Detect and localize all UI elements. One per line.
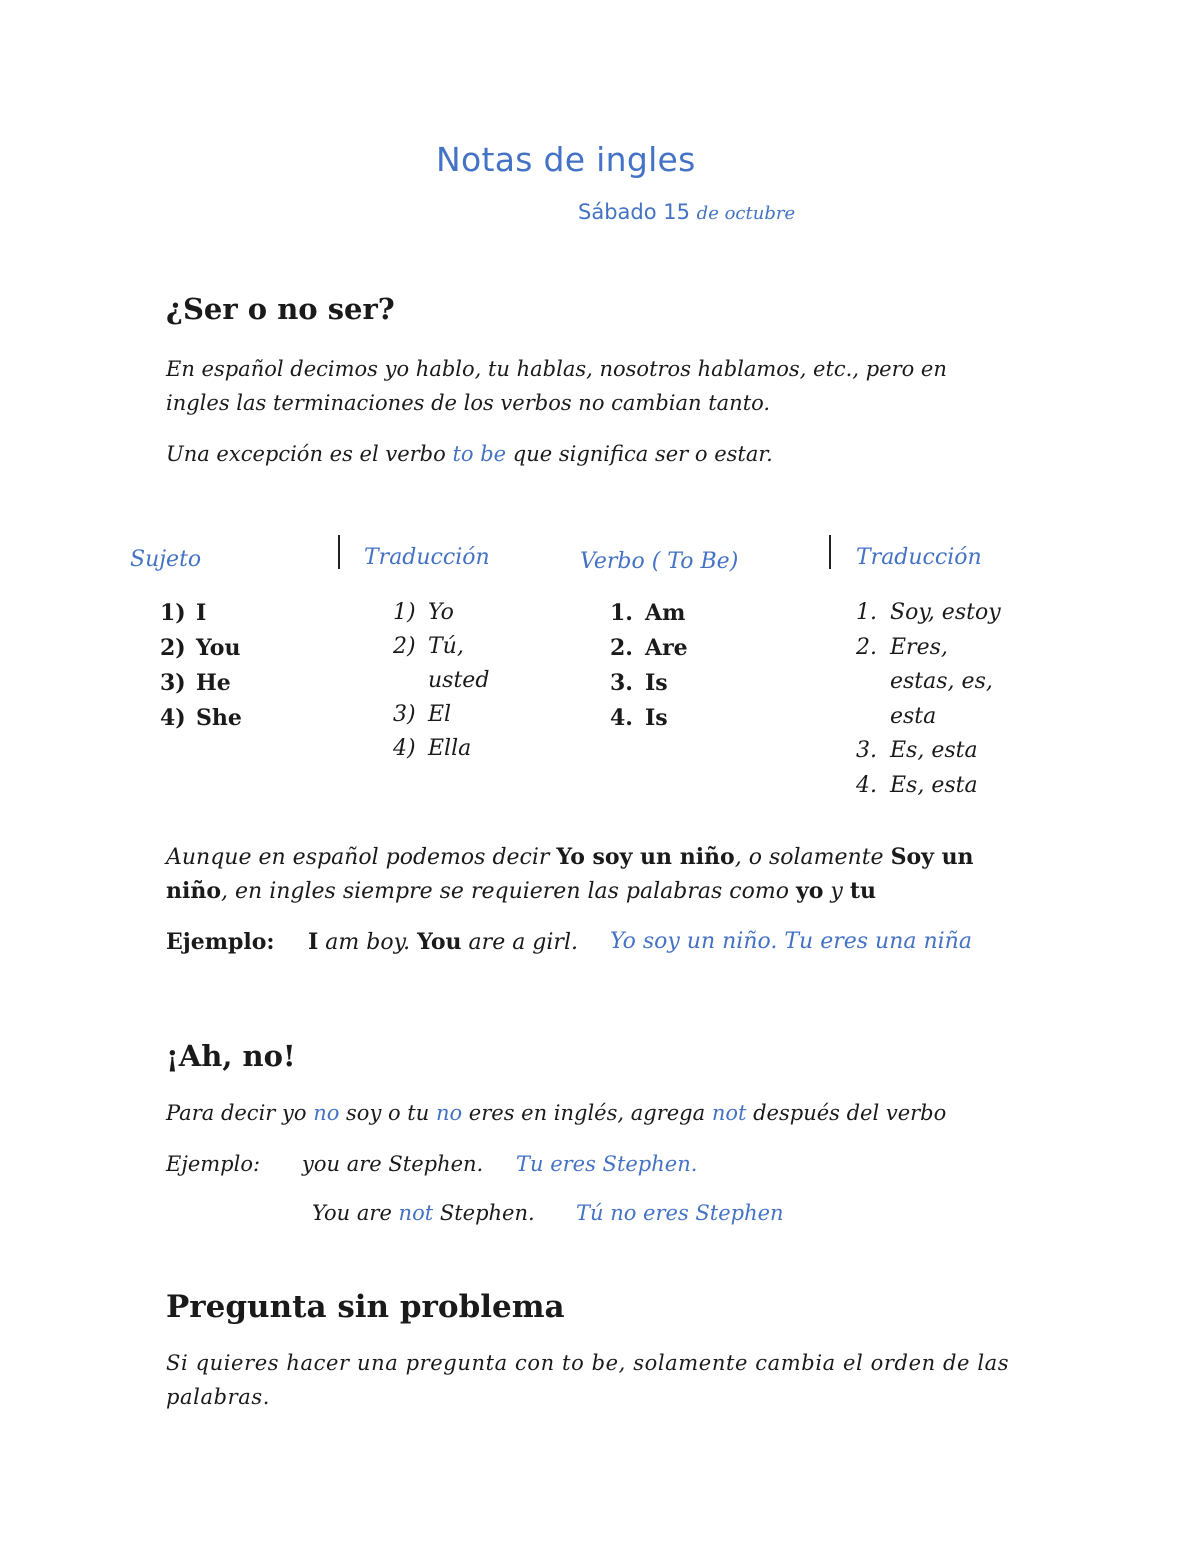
list-number: 1. xyxy=(856,600,877,625)
note-bold: Soy un xyxy=(890,844,974,870)
list-item xyxy=(610,701,688,736)
para-text: después del verbo xyxy=(746,1101,947,1125)
example1-english xyxy=(308,925,578,960)
example-text: You are xyxy=(312,1201,399,1225)
list-text: You xyxy=(196,635,241,661)
example1-label: Ejemplo: xyxy=(166,929,275,955)
list-item xyxy=(160,701,242,736)
list-item xyxy=(160,631,242,666)
example-text: Stephen. xyxy=(433,1201,535,1225)
list-number xyxy=(393,664,428,698)
list-number: 2) xyxy=(393,634,416,659)
list-number: 3) xyxy=(160,670,186,696)
list-text: Es, esta xyxy=(890,772,978,798)
list-text: Eres, xyxy=(890,634,948,660)
not-highlight: not xyxy=(711,1101,747,1125)
example2-label: Ejemplo: xyxy=(166,1152,261,1176)
list-text: Tú, xyxy=(428,634,464,659)
list-item xyxy=(393,630,489,664)
example-bold: You xyxy=(417,929,462,955)
col-header-sujeto: Sujeto xyxy=(130,547,202,572)
list-number: 4. xyxy=(610,705,633,731)
section3-line2: palabras. xyxy=(166,1385,271,1409)
to-be-highlight: to be xyxy=(452,442,507,466)
section-heading-pregunta: Pregunta sin problema xyxy=(166,1289,565,1325)
list-number: 2) xyxy=(160,635,186,661)
list-item xyxy=(393,664,489,698)
section3-line1: Si quieres hacer una pregunta con to be, solamente cambia el orden de las xyxy=(166,1351,1010,1375)
list-item xyxy=(610,666,688,701)
note-line2 xyxy=(166,874,876,909)
section-heading-ah-no: ¡Ah, no! xyxy=(166,1039,296,1073)
note-bold: Yo soy un niño xyxy=(556,844,735,870)
no-highlight: no xyxy=(313,1101,340,1125)
list-item xyxy=(610,596,688,631)
example-text: am boy. xyxy=(318,930,418,955)
page-title: Notas de ingles xyxy=(436,140,696,179)
section2-para xyxy=(166,1096,946,1130)
list-number: 3. xyxy=(610,670,633,696)
list-number xyxy=(856,700,890,735)
list-number: 3) xyxy=(393,702,416,727)
list-number: 1) xyxy=(393,600,416,625)
list-item xyxy=(856,631,1001,666)
list-text: He xyxy=(196,670,231,696)
list-item xyxy=(160,596,242,631)
no-highlight: no xyxy=(435,1101,463,1125)
list-text: usted xyxy=(428,668,490,693)
traduccion2-list xyxy=(856,596,1001,804)
list-item xyxy=(393,698,489,732)
note-bold: niño xyxy=(166,878,222,904)
note-line1 xyxy=(166,840,974,875)
section1-para1-line2: ingles las terminaciones de los verbos no cambian tanto. xyxy=(166,391,771,415)
list-text: Ella xyxy=(428,736,472,761)
list-item xyxy=(856,700,1001,735)
list-number: 2. xyxy=(610,635,633,661)
sujeto-list xyxy=(160,596,242,736)
para-text: eres en inglés, agrega xyxy=(462,1101,712,1125)
note-text: , o solamente xyxy=(734,845,891,870)
list-text: Are xyxy=(645,635,688,661)
example1-translation: Yo soy un niño. Tu eres una niña xyxy=(610,929,972,954)
list-text: estas, es, xyxy=(890,669,993,695)
date-rest: de octubre xyxy=(696,203,796,224)
list-number: 4) xyxy=(393,736,416,761)
example-text: are a girl. xyxy=(461,930,578,955)
list-text: Es, esta xyxy=(890,738,978,764)
list-item xyxy=(393,596,489,630)
list-item xyxy=(856,665,1001,700)
verbo-list xyxy=(610,596,688,736)
note-text: , en ingles siempre se requieren las palabras como xyxy=(221,879,796,904)
date-main: Sábado 15 xyxy=(578,200,690,224)
traduccion1-list xyxy=(393,596,489,766)
list-number: 4. xyxy=(856,772,877,798)
list-number: 1. xyxy=(610,600,633,626)
list-item xyxy=(856,596,1001,631)
example2-line1: you are Stephen. xyxy=(302,1152,484,1176)
list-text: She xyxy=(196,705,242,731)
para2-text-end: que significa ser o estar. xyxy=(506,442,773,466)
list-number: 3. xyxy=(856,738,877,764)
para-text: Para decir yo xyxy=(166,1101,314,1125)
list-number: 2. xyxy=(856,634,877,660)
col-header-traduccion-2: Traducción xyxy=(856,545,982,570)
list-text: Is xyxy=(645,705,668,731)
list-text: Is xyxy=(645,670,668,696)
col-header-traduccion-1: Traducción xyxy=(364,545,490,570)
section1-para2 xyxy=(166,437,773,471)
not-highlight: not xyxy=(398,1201,434,1225)
list-text: Soy, estoy xyxy=(890,600,1001,625)
section-heading-ser: ¿Ser o no ser? xyxy=(166,292,395,326)
note-text: y xyxy=(823,879,850,904)
note-bold: yo xyxy=(795,878,824,904)
list-number xyxy=(856,665,890,700)
list-text: Yo xyxy=(428,600,454,625)
example-bold: I xyxy=(308,929,319,955)
column-divider xyxy=(829,535,831,569)
list-item xyxy=(160,666,242,701)
list-number: 4) xyxy=(160,705,186,731)
para2-text: Una excepción es el verbo xyxy=(166,442,453,466)
list-text: El xyxy=(428,702,452,727)
note-bold: tu xyxy=(849,878,877,904)
para-text: soy o tu xyxy=(339,1101,436,1125)
list-item xyxy=(610,631,688,666)
list-item xyxy=(856,734,1001,769)
date-line xyxy=(578,200,795,224)
list-text: esta xyxy=(890,703,937,729)
note-text: Aunque en español podemos decir xyxy=(166,845,557,870)
example2-line2-translation: Tú no eres Stephen xyxy=(576,1201,784,1225)
list-text: Am xyxy=(645,600,686,626)
example2-line1-translation: Tu eres Stephen. xyxy=(516,1152,698,1176)
column-divider xyxy=(338,535,340,569)
list-item xyxy=(856,769,1001,804)
section1-para1-line1: En español decimos yo hablo, tu hablas, nosotros hablamos, etc., pero en xyxy=(166,357,947,381)
list-number: 1) xyxy=(160,600,186,626)
example2-line2 xyxy=(312,1196,535,1230)
col-header-verbo: Verbo ( To Be) xyxy=(580,549,739,574)
list-item xyxy=(393,732,489,766)
list-text: I xyxy=(196,600,207,626)
